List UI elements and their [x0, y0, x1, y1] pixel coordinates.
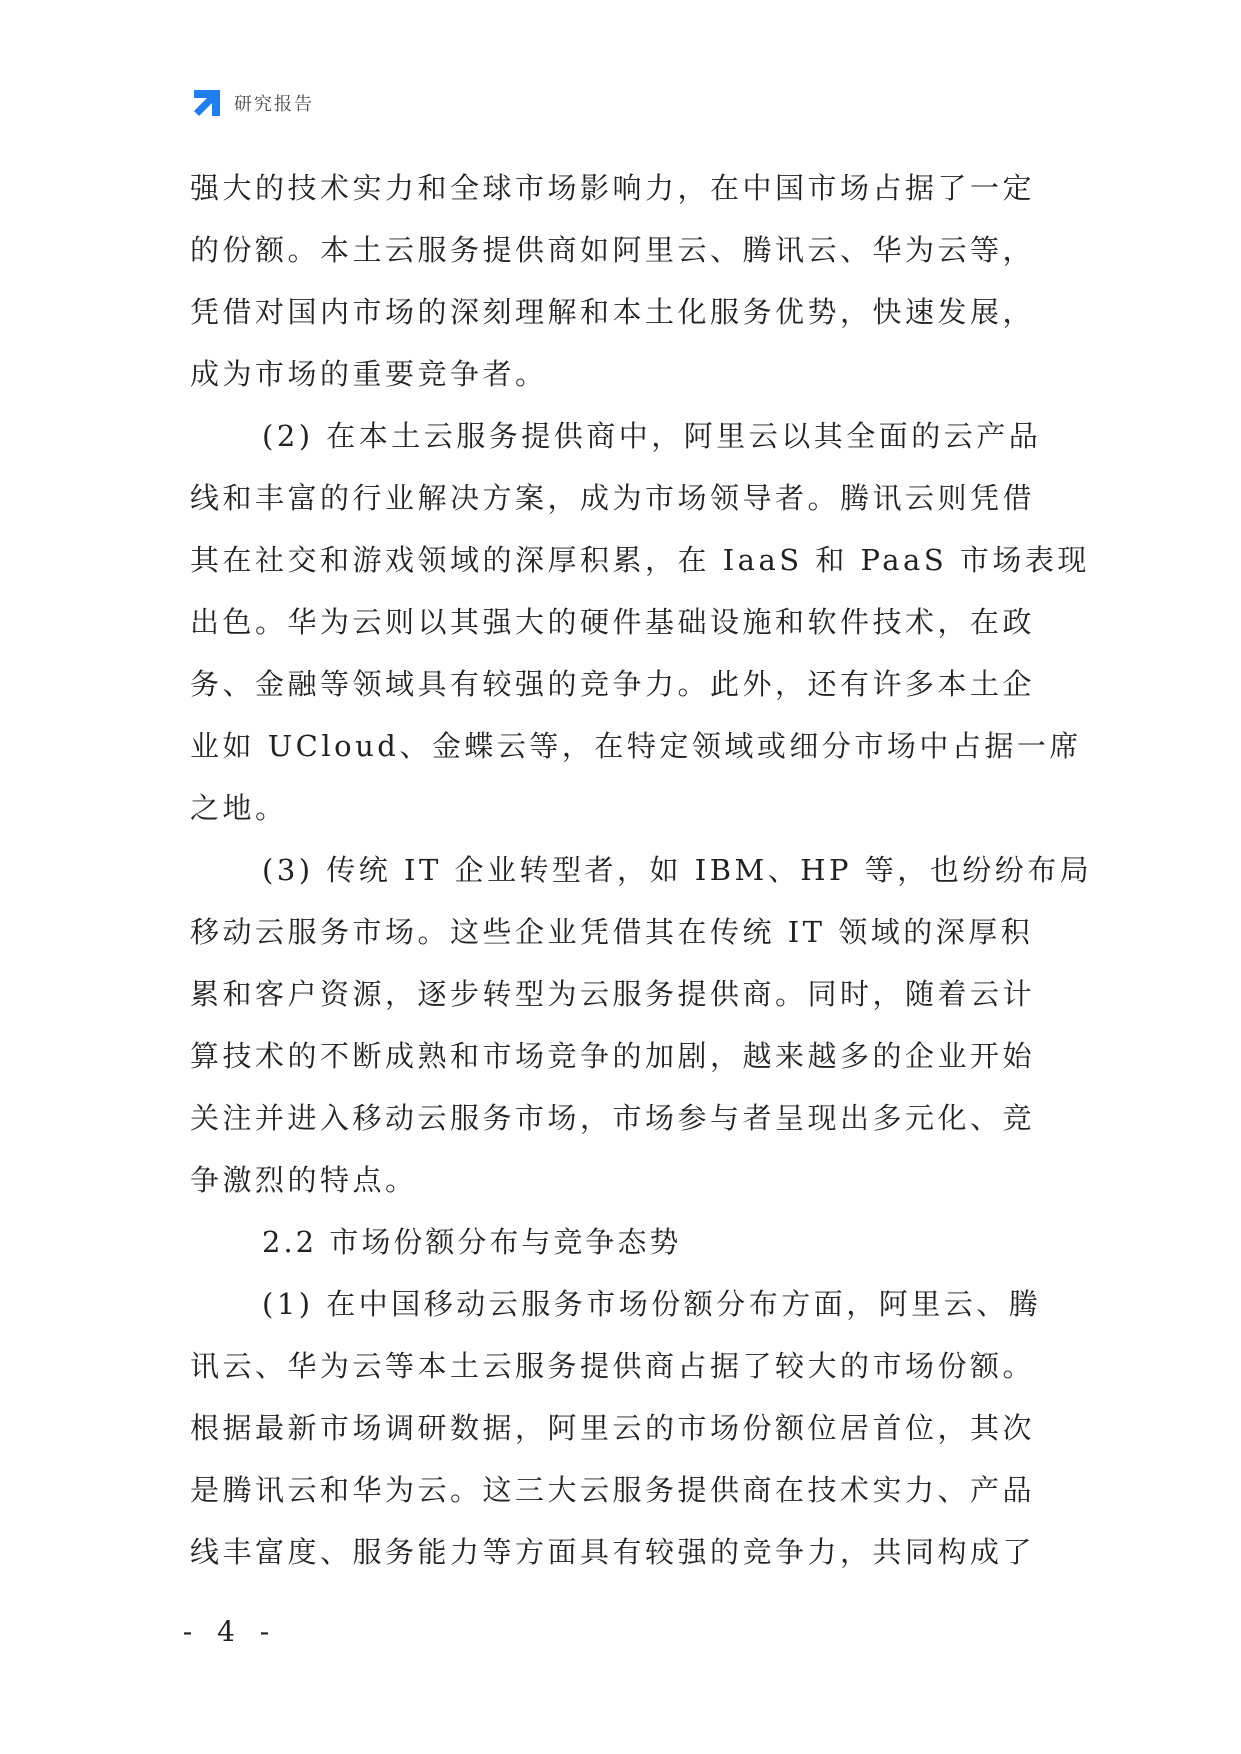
- text-line: 的份额。本土云服务提供商如阿里云、腾讯云、华为云等，: [190, 233, 1036, 267]
- text-line: 讯云、华为云等本土云服务提供商占据了较大的市场份额。: [190, 1349, 1036, 1383]
- text-line: 成为市场的重要竞争者。: [190, 357, 548, 391]
- text-line: 业如 UCloud、金蝶云等，在特定领域或细分市场中占据一席: [190, 729, 1082, 763]
- text-line: 移动云服务市场。这些企业凭借其在传统 IT 领域的深厚积: [190, 915, 1034, 949]
- text-line: 线和丰富的行业解决方案，成为市场领导者。腾讯云则凭借: [190, 481, 1036, 515]
- text-line: 关注并进入移动云服务市场，市场参与者呈现出多元化、竞: [190, 1101, 1036, 1135]
- text-line: 累和客户资源，逐步转型为云服务提供商。同时，随着云计: [190, 977, 1036, 1011]
- arrow-logo-icon: [190, 86, 224, 120]
- text-line: 凭借对国内市场的深刻理解和本土化服务优势，快速发展，: [190, 295, 1036, 329]
- document-body: [190, 157, 1093, 1583]
- text-line: 强大的技术实力和全球市场影响力，在中国市场占据了一定: [190, 171, 1036, 205]
- text-line: 其在社交和游戏领域的深厚积累，在 IaaS 和 PaaS 市场表现: [190, 543, 1090, 577]
- text-line: (1) 在中国移动云服务市场份额分布方面，阿里云、腾: [262, 1287, 1042, 1321]
- text-line: 根据最新市场调研数据，阿里云的市场份额位居首位，其次: [190, 1411, 1036, 1445]
- text-line: 算技术的不断成熟和市场竞争的加剧，越来越多的企业开始: [190, 1039, 1036, 1073]
- section-heading: 2.2 市场份额分布与竞争态势: [262, 1225, 682, 1259]
- text-line: 之地。: [190, 791, 288, 825]
- text-line: 争激烈的特点。: [190, 1163, 418, 1197]
- text-line: 出色。华为云则以其强大的硬件基础设施和软件技术，在政: [190, 605, 1036, 639]
- text-line: (3) 传统 IT 企业转型者，如 IBM、HP 等，也纷纷布局: [262, 853, 1093, 887]
- page-number: - 4 -: [182, 1615, 278, 1648]
- text-line: (2) 在本土云服务提供商中，阿里云以其全面的云产品: [262, 419, 1042, 453]
- text-line: 线丰富度、服务能力等方面具有较强的竞争力，共同构成了: [190, 1535, 1036, 1569]
- text-line: 是腾讯云和华为云。这三大云服务提供商在技术实力、产品: [190, 1473, 1036, 1507]
- text-line: 务、金融等领域具有较强的竞争力。此外，还有许多本土企: [190, 667, 1036, 701]
- report-header: [190, 86, 314, 120]
- header-title: 研究报告: [234, 94, 314, 115]
